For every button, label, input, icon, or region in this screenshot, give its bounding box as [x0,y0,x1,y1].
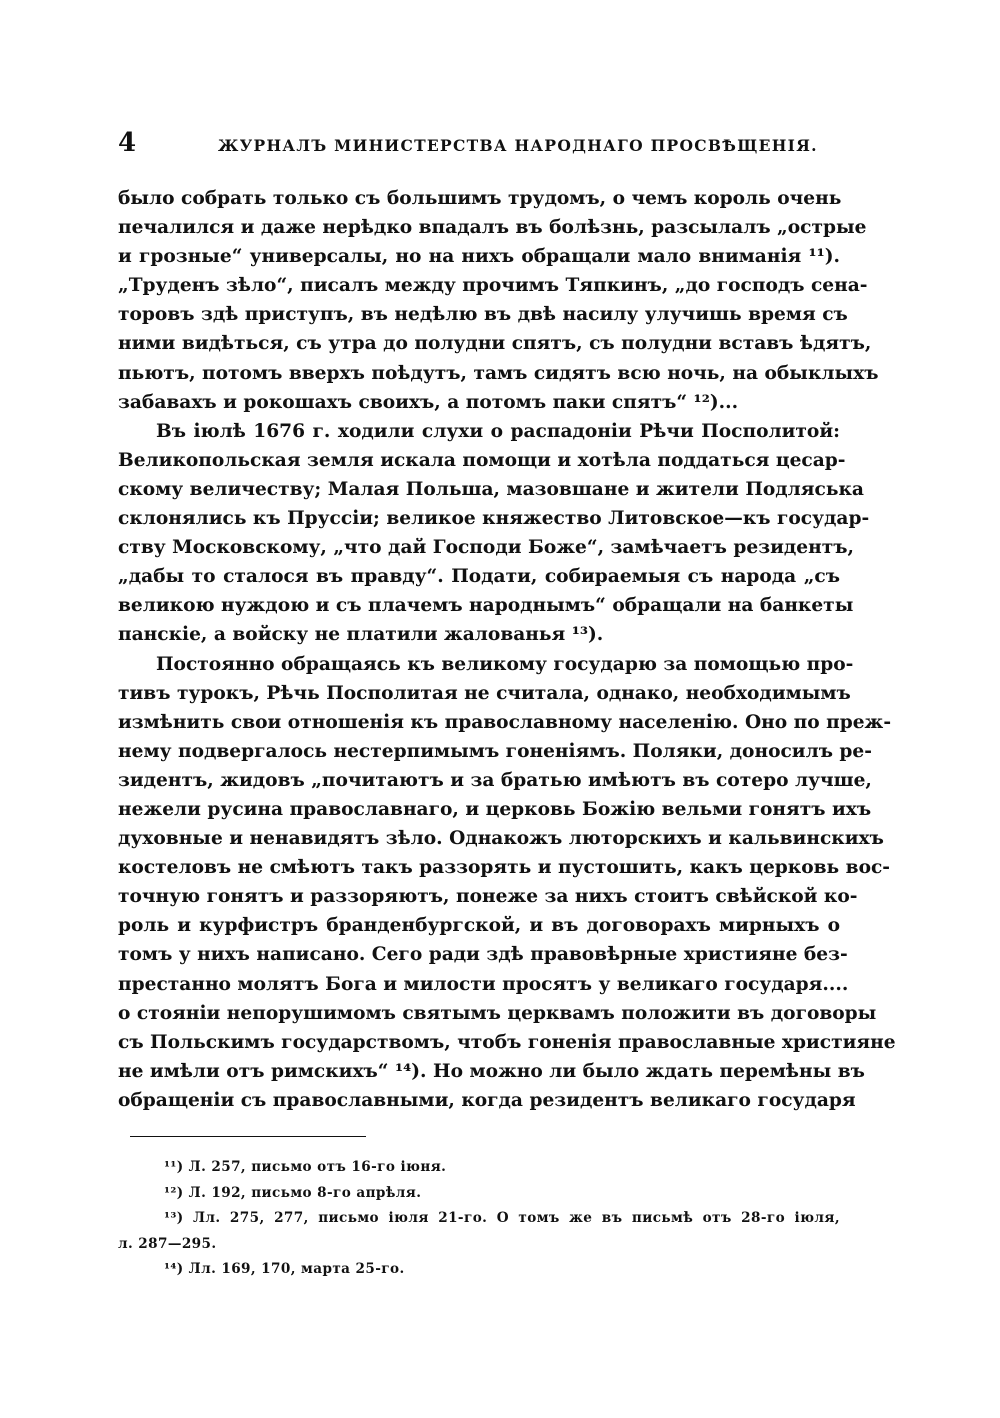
text-line: „Труденъ зѣло“, писалъ между прочимъ Тяпкинъ, „до господъ сена- [118,275,868,297]
text-line: ству Московскому, „что дай Господи Боже“, замѣчаетъ резидентъ, [118,537,854,559]
text-line: томъ у нихъ написано. Сего ради здѣ правовѣрные християне без- [118,944,848,966]
footnote-line: ¹²) Л. 192, письмо 8-го апрѣля. [164,1184,422,1201]
text-line: не имѣли отъ римскихъ“ ¹⁴). Но можно ли было ждать перемѣны въ [118,1060,865,1082]
text-line: забавахъ и рокошахъ своихъ, а потомъ паки спятъ“ ¹²)... [118,391,739,413]
text-line: скому величеству; Малая Польша, мазовшане и жители Подляська [118,478,864,500]
footnotes [118,1155,840,1283]
text-line: было собрать только съ большимъ трудомъ, о чемъ король очень [118,188,842,209]
text-line: о стояніи непорушимомъ святымъ церквамъ положити въ договоры [118,1002,877,1024]
text-line: ними видѣться, съ утра до полудни спятъ, съ полудни вставъ ѣдятъ, [118,333,872,355]
text-line: духовные и ненавидятъ зѣло. Однакожъ люторскихъ и кальвинскихъ [118,828,884,850]
text-line: и грозные“ универсалы, но на нихъ обращали мало вниманія ¹¹). [118,246,840,268]
text-line: Великопольская земля искала помощи и хотѣла поддаться цесар- [118,449,846,471]
text-line: печалился и даже нерѣдко впадалъ въ болѣзнь, разсылалъ „острые [118,217,867,239]
footnote-line: ¹¹) Л. 257, письмо отъ 16-го іюня. [164,1159,447,1175]
page-number: 4 [118,128,137,158]
text-line: склонялись къ Пруссіи; великое княжество Литовское—къ государ- [118,508,870,530]
text-line: „дабы то сталося въ правду“. Подати, собираемыя съ народа „съ [118,566,840,588]
text-line: пьютъ, потомъ вверхъ поѣдутъ, тамъ сидятъ всю ночь, на обыклыхъ [118,362,879,384]
text-line: торовъ здѣ приступъ, въ недѣлю въ двѣ насилу улучишь время съ [118,304,848,326]
footnote-line: ¹⁴) Лл. 169, 170, марта 25-го. [164,1261,405,1278]
footnote-line: ¹³) Лл. 275, 277, письмо іюля 21-го. О томъ же въ письмѣ отъ 28-го іюля, [164,1210,840,1227]
running-title: ЖУРНАЛЪ МИНИСТЕРСТВА НАРОДНАГО ПРОСВѢЩЕНІЯ. [218,136,818,155]
footnote-line: л. 287—295. [118,1235,217,1252]
page-header [118,128,840,168]
text-line: костеловъ не смѣютъ такъ раззорять и пустошить, какъ церковь вос- [118,857,891,879]
text-line: Постоянно обращаясь къ великому государю за помощью про- [156,653,854,675]
text-line: престанно молятъ Бога и милости просятъ у великаго государя.... [118,973,849,995]
text-line: роль и курфистръ бранденбургской, и въ договорахъ мирныхъ о [118,915,840,937]
book-page [118,128,896,1278]
text-line: великою нуждою и съ плачемъ народнымъ“ обращали на банкеты [118,595,854,617]
text-line: нежели русина православнаго, и церковь Божію вельми гонятъ ихъ [118,798,872,820]
text-line: панскіе, а войску не платили жалованья ¹³). [118,624,604,646]
text-line: обращеніи съ православными, когда резидентъ великаго государя [118,1089,856,1111]
text-line: нему подвергалось нестерпимымъ гоненіямъ. Поляки, доносилъ ре- [118,740,872,762]
text-line: измѣнить свои отношенія къ православному населенію. Оно по преж- [118,711,892,733]
footnote-divider [130,1136,366,1137]
main-text [118,184,896,1115]
text-line: съ Польскимъ государствомъ, чтобъ гоненія православные християне [118,1031,896,1053]
text-line: точную гонятъ и раззоряютъ, понеже за нихъ стоитъ свѣйской ко- [118,886,858,908]
text-line: Въ іюлѣ 1676 г. ходили слухи о распадоніи Рѣчи Посполитой: [156,420,840,442]
text-line: зидентъ, жидовъ „почитаютъ и за братью имѣютъ въ сотеро лучше, [118,769,872,791]
text-line: тивъ турокъ, Рѣчь Посполитая не считала, однако, необходимымъ [118,682,851,704]
